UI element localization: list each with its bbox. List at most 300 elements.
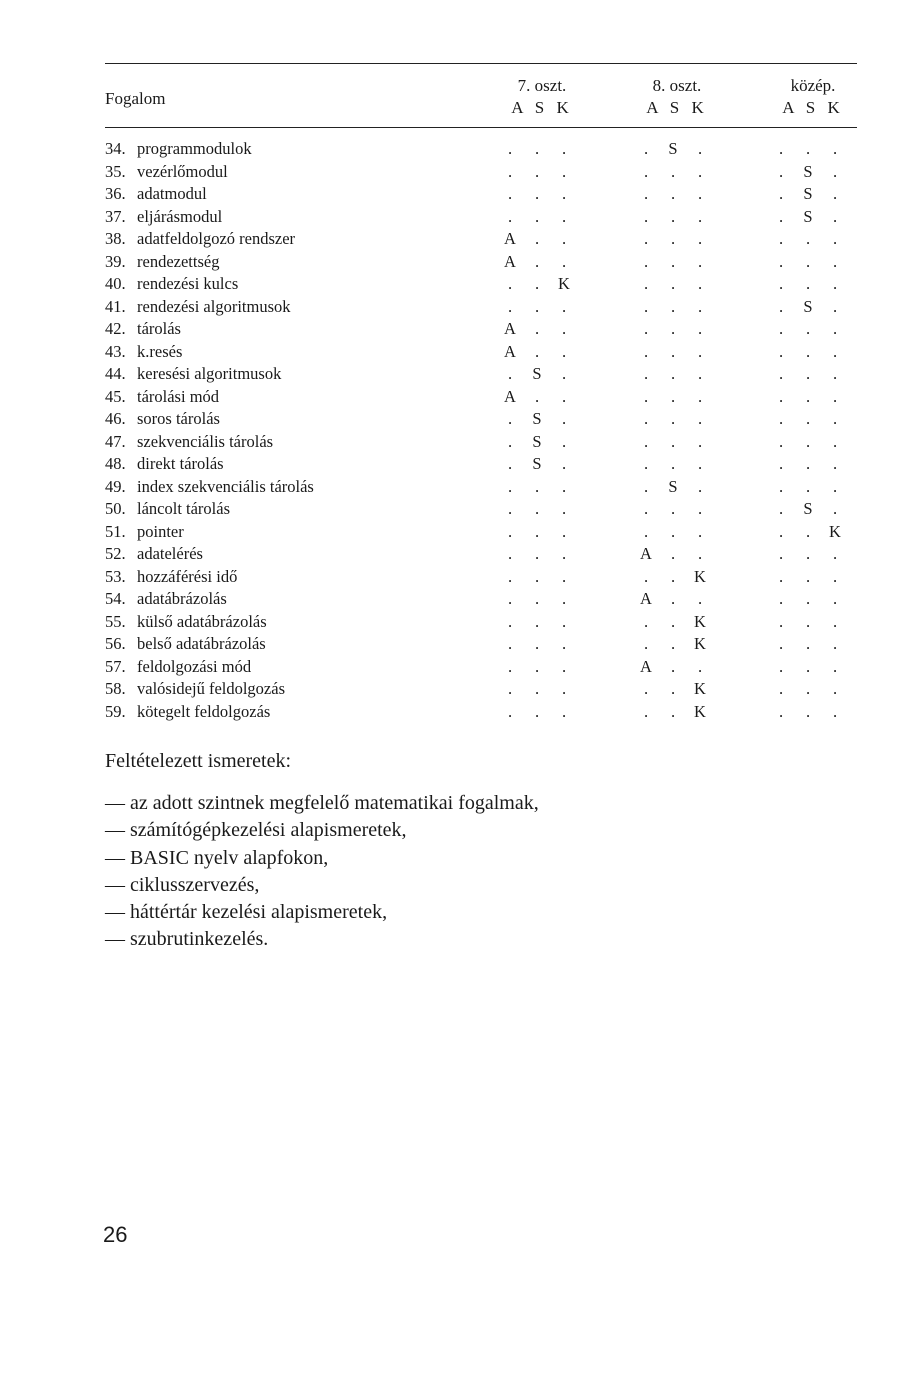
empty-level-mark: .	[778, 634, 784, 653]
empty-level-mark: .	[507, 679, 513, 698]
empty-level-mark: .	[507, 161, 513, 181]
empty-level-mark: .	[697, 454, 703, 473]
empty-level-mark: .	[778, 206, 784, 226]
table-row	[105, 408, 865, 431]
empty-level-mark: .	[832, 656, 838, 676]
row-number: 42.	[105, 319, 126, 338]
row-number: 58.	[105, 679, 126, 698]
empty-level-mark: .	[670, 319, 676, 338]
empty-level-mark: .	[561, 701, 567, 721]
empty-level-mark: .	[778, 566, 784, 586]
empty-level-mark: .	[643, 251, 649, 271]
empty-level-mark: .	[805, 521, 811, 541]
level-mark: A	[504, 229, 516, 248]
empty-level-mark: .	[534, 139, 540, 158]
empty-level-mark: .	[561, 544, 567, 563]
secondary-ask-label: A S K	[782, 98, 844, 117]
empty-level-mark: .	[670, 499, 676, 518]
empty-level-mark: .	[805, 431, 811, 451]
empty-level-mark: .	[778, 229, 784, 248]
empty-level-mark: .	[643, 499, 649, 518]
empty-level-mark: .	[697, 139, 703, 158]
empty-level-mark: .	[643, 296, 649, 316]
row-number: 55.	[105, 611, 126, 631]
empty-level-mark: .	[832, 364, 838, 383]
empty-level-mark: .	[805, 701, 811, 721]
empty-level-mark: .	[670, 656, 676, 676]
level-mark: S	[803, 296, 813, 316]
empty-level-mark: .	[561, 589, 567, 608]
row-number: 54.	[105, 589, 126, 608]
empty-level-mark: .	[507, 544, 513, 563]
empty-level-mark: .	[534, 184, 540, 203]
empty-level-mark: .	[697, 409, 703, 428]
empty-level-mark: .	[697, 319, 703, 338]
empty-level-mark: .	[534, 296, 540, 316]
row-number: 39.	[105, 251, 126, 271]
row-term: adatábrázolás	[137, 589, 227, 608]
empty-level-mark: .	[561, 566, 567, 586]
empty-level-mark: .	[697, 521, 703, 541]
empty-level-mark: .	[670, 296, 676, 316]
empty-level-mark: .	[832, 251, 838, 271]
level-mark: A	[640, 589, 652, 608]
empty-level-mark: .	[778, 589, 784, 608]
empty-level-mark: .	[805, 656, 811, 676]
empty-level-mark: .	[534, 341, 540, 361]
empty-level-mark: .	[670, 161, 676, 181]
empty-level-mark: .	[507, 566, 513, 586]
empty-level-mark: .	[561, 656, 567, 676]
level-mark: K	[694, 634, 706, 653]
grade-8-column-header	[632, 75, 722, 119]
grade-7-ask-label: A S K	[511, 98, 573, 117]
table-row	[105, 521, 865, 544]
grade-8-label: 8. oszt.	[652, 76, 702, 95]
empty-level-mark: .	[561, 161, 567, 181]
empty-level-mark: .	[697, 341, 703, 361]
row-term: pointer	[137, 521, 184, 541]
empty-level-mark: .	[534, 544, 540, 563]
empty-level-mark: .	[643, 139, 649, 158]
empty-level-mark: .	[561, 251, 567, 271]
empty-level-mark: .	[643, 521, 649, 541]
row-number: 57.	[105, 656, 126, 676]
empty-level-mark: .	[670, 409, 676, 428]
empty-level-mark: .	[832, 161, 838, 181]
empty-level-mark: .	[778, 274, 784, 293]
empty-level-mark: .	[507, 431, 513, 451]
row-term: belső adatábrázolás	[137, 634, 266, 653]
table-row	[105, 206, 865, 229]
row-term: vezérlőmodul	[137, 161, 228, 181]
empty-level-mark: .	[832, 431, 838, 451]
empty-level-mark: .	[778, 521, 784, 541]
level-mark: A	[504, 386, 516, 406]
level-mark: K	[694, 701, 706, 721]
empty-level-mark: .	[643, 274, 649, 293]
empty-level-mark: .	[561, 139, 567, 158]
level-mark: S	[668, 139, 678, 158]
empty-level-mark: .	[534, 386, 540, 406]
empty-level-mark: .	[697, 251, 703, 271]
empty-level-mark: .	[805, 634, 811, 653]
empty-level-mark: .	[507, 701, 513, 721]
table-row	[105, 476, 865, 499]
empty-level-mark: .	[832, 139, 838, 158]
empty-level-mark: .	[507, 274, 513, 293]
level-mark: S	[532, 409, 542, 428]
empty-level-mark: .	[643, 229, 649, 248]
empty-level-mark: .	[643, 184, 649, 203]
empty-level-mark: .	[805, 589, 811, 608]
row-number: 50.	[105, 499, 126, 518]
table-row	[105, 138, 865, 161]
prerequisite-item: — szubrutinkezelés.	[105, 928, 269, 951]
row-number: 35.	[105, 161, 126, 181]
empty-level-mark: .	[507, 364, 513, 383]
empty-level-mark: .	[534, 634, 540, 653]
table-row	[105, 273, 865, 296]
empty-level-mark: .	[778, 611, 784, 631]
empty-level-mark: .	[832, 319, 838, 338]
empty-level-mark: .	[697, 206, 703, 226]
table-row	[105, 161, 865, 184]
empty-level-mark: .	[507, 206, 513, 226]
table-row	[105, 498, 865, 521]
row-term: szekvenciális tárolás	[137, 431, 274, 451]
grade-7-label: 7. oszt.	[517, 76, 567, 95]
empty-level-mark: .	[778, 296, 784, 316]
level-mark: S	[668, 476, 678, 496]
row-number: 34.	[105, 139, 126, 158]
empty-level-mark: .	[561, 634, 567, 653]
concept-table-body	[105, 138, 865, 723]
empty-level-mark: .	[832, 611, 838, 631]
empty-level-mark: .	[507, 184, 513, 203]
empty-level-mark: .	[670, 206, 676, 226]
empty-level-mark: .	[805, 454, 811, 473]
empty-level-mark: .	[534, 206, 540, 226]
empty-level-mark: .	[507, 409, 513, 428]
row-term: valósidejű feldolgozás	[137, 679, 286, 698]
row-term: k.resés	[137, 341, 183, 361]
empty-level-mark: .	[670, 589, 676, 608]
empty-level-mark: .	[832, 341, 838, 361]
empty-level-mark: .	[697, 364, 703, 383]
table-row	[105, 183, 865, 206]
row-term: kötegelt feldolgozás	[137, 701, 271, 721]
empty-level-mark: .	[832, 634, 838, 653]
empty-level-mark: .	[670, 634, 676, 653]
row-number: 46.	[105, 409, 126, 428]
prerequisite-item: — számítógépkezelési alapismeretek,	[105, 819, 407, 842]
row-term: tárolási mód	[137, 386, 220, 406]
level-mark: A	[504, 319, 516, 338]
empty-level-mark: .	[832, 454, 838, 473]
empty-level-mark: .	[643, 341, 649, 361]
row-term: keresési algoritmusok	[137, 364, 282, 383]
empty-level-mark: .	[507, 476, 513, 496]
row-number: 45.	[105, 386, 126, 406]
empty-level-mark: .	[670, 251, 676, 271]
grade-7-column-header	[497, 75, 587, 119]
empty-level-mark: .	[832, 476, 838, 496]
empty-level-mark: .	[697, 296, 703, 316]
empty-level-mark: .	[697, 274, 703, 293]
table-row	[105, 543, 865, 566]
level-mark: K	[694, 679, 706, 698]
level-mark: K	[694, 611, 706, 631]
empty-level-mark: .	[832, 409, 838, 428]
empty-level-mark: .	[561, 184, 567, 203]
row-number: 48.	[105, 454, 126, 473]
table-row	[105, 386, 865, 409]
empty-level-mark: .	[643, 566, 649, 586]
empty-level-mark: .	[778, 409, 784, 428]
empty-level-mark: .	[670, 566, 676, 586]
row-number: 43.	[105, 341, 126, 361]
empty-level-mark: .	[778, 544, 784, 563]
empty-level-mark: .	[697, 499, 703, 518]
row-term: index szekvenciális tárolás	[137, 476, 314, 496]
empty-level-mark: .	[643, 319, 649, 338]
empty-level-mark: .	[805, 319, 811, 338]
row-term: tárolás	[137, 319, 181, 338]
table-row	[105, 566, 865, 589]
table-row	[105, 678, 865, 701]
empty-level-mark: .	[670, 701, 676, 721]
empty-level-mark: .	[805, 544, 811, 563]
prerequisite-item: — háttértár kezelési alapismeretek,	[105, 901, 388, 924]
empty-level-mark: .	[697, 656, 703, 676]
empty-level-mark: .	[561, 521, 567, 541]
empty-level-mark: .	[643, 611, 649, 631]
empty-level-mark: .	[832, 296, 838, 316]
row-term: rendezési algoritmusok	[137, 296, 291, 316]
empty-level-mark: .	[832, 274, 838, 293]
empty-level-mark: .	[561, 206, 567, 226]
level-mark: S	[803, 206, 813, 226]
empty-level-mark: .	[832, 701, 838, 721]
page-number: 26	[103, 1222, 128, 1247]
empty-level-mark: .	[697, 476, 703, 496]
empty-level-mark: .	[561, 476, 567, 496]
empty-level-mark: .	[561, 296, 567, 316]
empty-level-mark: .	[643, 701, 649, 721]
level-mark: S	[532, 454, 542, 473]
empty-level-mark: .	[670, 431, 676, 451]
empty-level-mark: .	[534, 476, 540, 496]
grade-8-ask-label: A S K	[646, 98, 708, 117]
prerequisite-item: — az adott szintnek megfelelő matematikai fogalmak,	[105, 792, 539, 814]
empty-level-mark: .	[534, 611, 540, 631]
level-mark: K	[694, 566, 706, 586]
table-row	[105, 656, 865, 679]
empty-level-mark: .	[832, 589, 838, 608]
empty-level-mark: .	[561, 341, 567, 361]
empty-level-mark: .	[670, 341, 676, 361]
table-row	[105, 228, 865, 251]
row-number: 37.	[105, 206, 126, 226]
empty-level-mark: .	[805, 611, 811, 631]
prerequisite-item: — ciklusszervezés,	[105, 873, 260, 896]
empty-level-mark: .	[697, 431, 703, 451]
table-row	[105, 431, 865, 454]
level-mark: A	[504, 341, 516, 361]
row-term: adatfeldolgozó rendszer	[137, 229, 296, 248]
row-term: adatmodul	[137, 184, 207, 203]
empty-level-mark: .	[805, 251, 811, 271]
empty-level-mark: .	[778, 386, 784, 406]
table-row	[105, 251, 865, 274]
empty-level-mark: .	[507, 499, 513, 518]
empty-level-mark: .	[507, 139, 513, 158]
row-number: 40.	[105, 274, 126, 293]
empty-level-mark: .	[670, 611, 676, 631]
empty-level-mark: .	[670, 386, 676, 406]
empty-level-mark: .	[643, 476, 649, 496]
empty-level-mark: .	[534, 499, 540, 518]
level-mark: K	[558, 274, 570, 293]
empty-level-mark: .	[643, 386, 649, 406]
table-header-rule	[105, 127, 857, 128]
empty-level-mark: .	[670, 274, 676, 293]
row-number: 44.	[105, 364, 126, 383]
empty-level-mark: .	[778, 364, 784, 383]
row-term: hozzáférési idő	[137, 566, 238, 586]
table-top-rule	[105, 63, 857, 64]
empty-level-mark: .	[778, 341, 784, 361]
empty-level-mark: .	[643, 409, 649, 428]
empty-level-mark: .	[805, 409, 811, 428]
empty-level-mark: .	[832, 229, 838, 248]
table-row	[105, 318, 865, 341]
empty-level-mark: .	[561, 364, 567, 383]
empty-level-mark: .	[778, 499, 784, 518]
empty-level-mark: .	[805, 364, 811, 383]
empty-level-mark: .	[697, 184, 703, 203]
empty-level-mark: .	[561, 679, 567, 698]
empty-level-mark: .	[507, 454, 513, 473]
empty-level-mark: .	[670, 544, 676, 563]
row-term: programmodulok	[137, 139, 252, 158]
level-mark: S	[532, 364, 542, 383]
empty-level-mark: .	[561, 611, 567, 631]
empty-level-mark: .	[832, 386, 838, 406]
empty-level-mark: .	[805, 341, 811, 361]
level-mark: S	[803, 499, 813, 518]
row-number: 56.	[105, 634, 126, 653]
empty-level-mark: .	[832, 206, 838, 226]
empty-level-mark: .	[643, 454, 649, 473]
empty-level-mark: .	[778, 184, 784, 203]
table-row	[105, 296, 865, 319]
row-number: 59.	[105, 701, 126, 721]
empty-level-mark: .	[778, 701, 784, 721]
table-row	[105, 453, 865, 476]
empty-level-mark: .	[561, 454, 567, 473]
level-mark: A	[640, 656, 652, 676]
empty-level-mark: .	[507, 634, 513, 653]
empty-level-mark: .	[507, 656, 513, 676]
row-term: soros tárolás	[137, 409, 220, 428]
empty-level-mark: .	[805, 679, 811, 698]
empty-level-mark: .	[643, 206, 649, 226]
empty-level-mark: .	[778, 139, 784, 158]
empty-level-mark: .	[805, 566, 811, 586]
row-term: láncolt tárolás	[137, 499, 231, 518]
empty-level-mark: .	[534, 521, 540, 541]
empty-level-mark: .	[643, 634, 649, 653]
empty-level-mark: .	[697, 161, 703, 181]
row-term: direkt tárolás	[137, 454, 224, 473]
secondary-column-header	[768, 75, 858, 119]
row-number: 38.	[105, 229, 126, 248]
empty-level-mark: .	[805, 386, 811, 406]
table-row	[105, 701, 865, 724]
empty-level-mark: .	[832, 566, 838, 586]
row-term: rendezési kulcs	[137, 274, 239, 293]
table-row	[105, 633, 865, 656]
empty-level-mark: .	[561, 431, 567, 451]
row-number: 52.	[105, 544, 126, 563]
table-row	[105, 588, 865, 611]
empty-level-mark: .	[534, 566, 540, 586]
empty-level-mark: .	[670, 229, 676, 248]
empty-level-mark: .	[534, 656, 540, 676]
empty-level-mark: .	[534, 679, 540, 698]
empty-level-mark: .	[832, 544, 838, 563]
prerequisites-title: Feltételezett ismeretek:	[105, 750, 292, 772]
prerequisites-list	[105, 790, 539, 954]
empty-level-mark: .	[805, 229, 811, 248]
empty-level-mark: .	[670, 679, 676, 698]
empty-level-mark: .	[778, 319, 784, 338]
row-number: 47.	[105, 431, 126, 451]
secondary-label: közép.	[790, 76, 836, 95]
level-mark: A	[504, 251, 516, 271]
row-number: 53.	[105, 566, 126, 586]
empty-level-mark: .	[643, 679, 649, 698]
empty-level-mark: .	[507, 296, 513, 316]
level-mark: S	[532, 431, 542, 451]
row-term: eljárásmodul	[137, 206, 223, 226]
empty-level-mark: .	[534, 274, 540, 293]
empty-level-mark: .	[643, 161, 649, 181]
row-number: 41.	[105, 296, 126, 316]
empty-level-mark: .	[507, 521, 513, 541]
prerequisite-item: — BASIC nyelv alapfokon,	[105, 846, 329, 869]
empty-level-mark: .	[697, 386, 703, 406]
empty-level-mark: .	[507, 611, 513, 631]
empty-level-mark: .	[805, 274, 811, 293]
empty-level-mark: .	[778, 476, 784, 496]
empty-level-mark: .	[534, 319, 540, 338]
empty-level-mark: .	[832, 184, 838, 203]
empty-level-mark: .	[534, 229, 540, 248]
table-row	[105, 611, 865, 634]
empty-level-mark: .	[561, 386, 567, 406]
empty-level-mark: .	[778, 656, 784, 676]
empty-level-mark: .	[643, 364, 649, 383]
empty-level-mark: .	[561, 409, 567, 428]
empty-level-mark: .	[670, 521, 676, 541]
empty-level-mark: .	[697, 589, 703, 608]
empty-level-mark: .	[778, 251, 784, 271]
empty-level-mark: .	[561, 229, 567, 248]
empty-level-mark: .	[805, 476, 811, 496]
